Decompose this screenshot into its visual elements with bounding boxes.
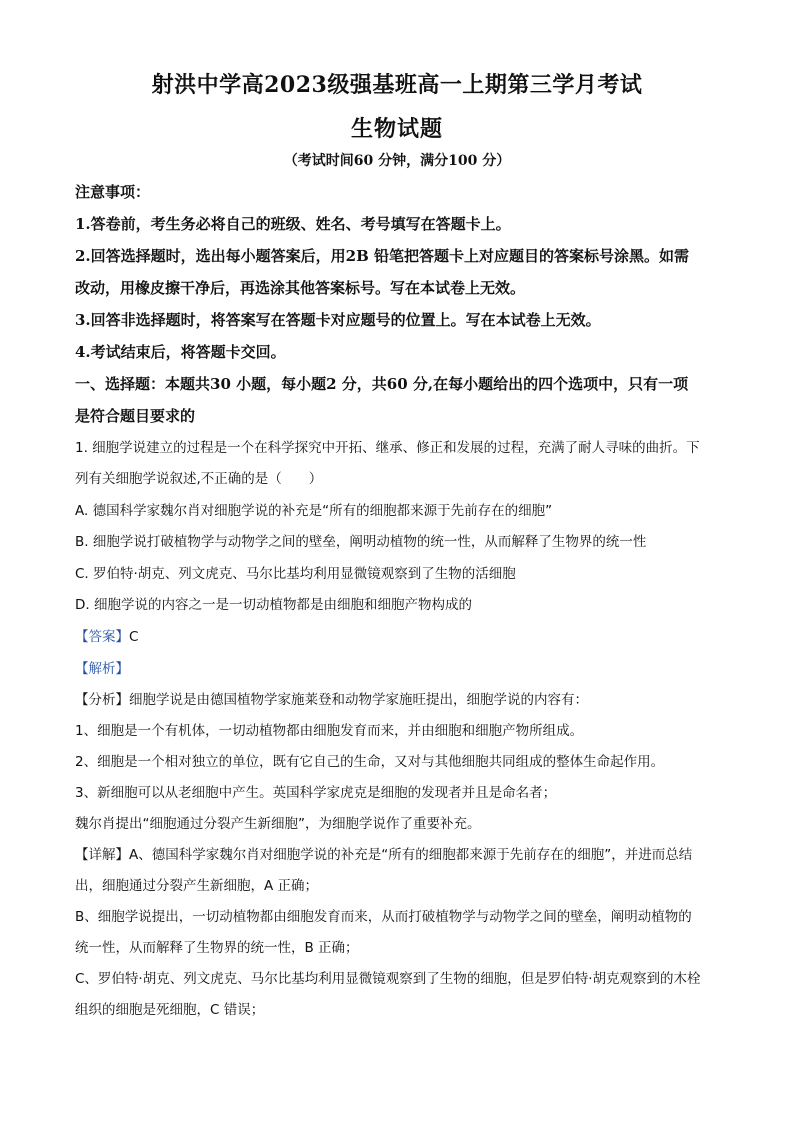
notes-heading: 注意事项：	[75, 183, 151, 201]
section-heading: 一、选择题：本题共30 小题，每小题2 分，共60 分,在每小题给出的四个选项中，只有一项	[75, 375, 689, 393]
fenxi-text: 细胞学说是由德国植物学家施莱登和动物学家施旺提出，细胞学说的内容有：	[129, 692, 588, 708]
exam-info: （考试时间60 分钟，满分100 分）	[283, 153, 511, 169]
analysis-tag: 【解析】	[75, 661, 129, 677]
fenxi-tag: 【分析】	[75, 692, 129, 708]
xiangjie-line-1	[75, 845, 722, 865]
point-1: 1、细胞是一个有机体，一切动植物都由细胞发育而来，并由细胞和细胞产物所组成。	[75, 723, 584, 739]
xiangjie-line-5: C、罗伯特·胡克、列文虎克、马尔比基均利用显微镜观察到了生物的细胞，但是罗伯特·胡克观察到的木栓	[75, 971, 701, 987]
section-heading-cont: 是符合题目要求的	[75, 407, 196, 425]
point-3: 3、新细胞可以从老细胞中产生。英国科学家虎克是细胞的发现者并且是命名者；	[75, 785, 557, 801]
note-item-3: 3.回答非选择题时，将答案写在答题卡对应题号的位置上。写在本试卷上无效。	[75, 311, 601, 329]
option-b: B. 细胞学说打破植物学与动物学之间的壁垒，阐明动植物的统一性，从而解释了生物界的统一性	[75, 534, 647, 550]
point-4: 魏尔肖提出“细胞通过分裂产生新细胞”，为细胞学说作了重要补充。	[75, 816, 481, 832]
answer-tag: 【答案】	[75, 629, 129, 645]
exam-subject: 生物试题	[350, 116, 443, 142]
xiangjie-line-6: 组织的细胞是死细胞，C 错误；	[75, 1002, 265, 1018]
question-stem: 1. 细胞学说建立的过程是一个在科学探究中开拓、继承、修正和发展的过程，充满了耐人寻味的曲折。下	[75, 440, 700, 456]
option-d: D. 细胞学说的内容之一是一切动植物都是由细胞和细胞产物构成的	[75, 597, 472, 613]
xiangjie-tag: 【详解】	[75, 847, 129, 863]
note-item-2-cont: 改动，用橡皮擦干净后，再选涂其他答案标号。写在本试卷上无效。	[75, 279, 526, 297]
fenxi-line	[75, 690, 722, 710]
question-stem-cont: 列有关细胞学说叙述,不正确的是（ ）	[75, 471, 323, 487]
note-item-1: 1.答卷前，考生务必将自己的班级、姓名、考号填写在答题卡上。	[75, 215, 511, 233]
option-a: A. 德国科学家魏尔肖对细胞学说的补充是“所有的细胞都来源于先前存在的细胞”	[75, 503, 553, 519]
option-c: C. 罗伯特·胡克、列文虎克、马尔比基均利用显微镜观察到了生物的活细胞	[75, 566, 516, 582]
answer-value: C	[129, 629, 139, 645]
xiangjie-text-1: A、德国科学家魏尔肖对细胞学说的补充是“所有的细胞都来源于先前存在的细胞”，并进而总结	[129, 847, 693, 863]
xiangjie-line-2: 出，细胞通过分裂产生新细胞，A 正确；	[75, 878, 319, 894]
note-item-4: 4.考试结束后，将答题卡交回。	[75, 343, 286, 361]
xiangjie-line-3: B、细胞学说提出，一切动植物都由细胞发育而来，从而打破植物学与动物学之间的壁垒，阐明动植物的	[75, 909, 692, 925]
note-item-2: 2.回答选择题时，选出每小题答案后，用2B 铅笔把答题卡上对应题目的答案标号涂黑。如需	[75, 247, 690, 265]
exam-title: 射洪中学高2023级强基班高一上期第三学月考试	[151, 72, 643, 98]
answer-line	[75, 627, 722, 647]
point-2: 2、细胞是一个相对独立的单位，既有它自己的生命，又对与其他细胞共同组成的整体生命起作用。	[75, 754, 665, 770]
xiangjie-line-4: 统一性，从而解释了生物界的统一性，B 正确；	[75, 940, 359, 956]
